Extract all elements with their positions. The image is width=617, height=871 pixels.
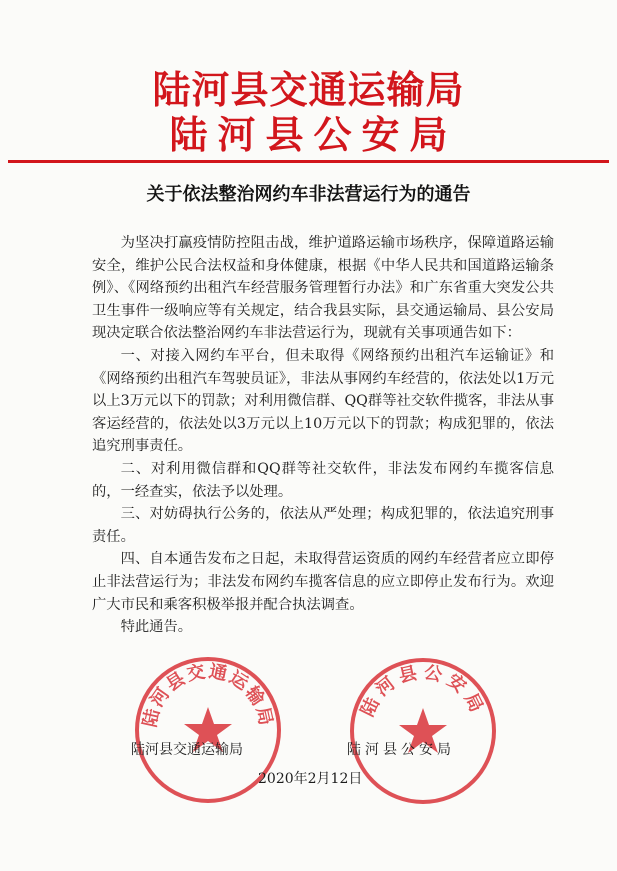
- signature-transport-bureau: 陆河县交通运输局: [131, 742, 243, 758]
- notice-body: [92, 232, 554, 639]
- signature-police-bureau: 陆河县公安局: [347, 742, 455, 758]
- clause-1: 一、对接入网约车平台，但未取得《网络预约出租汽车运输证》和《网络预约出租汽车驾驶员证》，非法从事网约车经营的，依法处以1万元以上3万元以下的罚款；对利用微信群、QQ群等社交软件揽客，非法从事客运经营的，依法处以3万元以上10万元以下的罚款；构成犯罪的，依法追究刑事责任。: [92, 347, 554, 455]
- notice-title: 关于依法整治网约车非法营运行为的通告: [146, 184, 471, 205]
- clause-4: 四、自本通告发布之日起，未取得营运资质的网约车经营者应立即停止非法营运行为；非法发布网约车揽客信息的应立即停止发布行为。欢迎广大市民和乘客积极举报并配合执法调查。: [92, 551, 554, 613]
- issue-date: 2020年2月12日: [258, 771, 363, 787]
- closing-line: 特此通告。: [120, 619, 193, 636]
- svg-text:陆河县公安局: 陆河县公安局: [356, 661, 490, 720]
- intro-paragraph: 为坚决打赢疫情防控阻击战，维护道路运输市场秩序，保障道路运输安全，维护公民合法权益和身体健康，根据《中华人民共和国道路运输条例》、《网络预约出租汽车经营服务管理暂行办法》和广东省重大突发公共卫生事件一级响应等有关规定，结合我县实际，县交通运输局、县公安局现决定联合依法整治网约车非法营运行为，现就有关事项通告如下：: [92, 235, 554, 342]
- issuer-header-police: 陆河县公安局: [169, 112, 458, 157]
- police-bureau-seal: [348, 656, 498, 806]
- clause-3: 三、对妨碍执行公务的，依法从严处理；构成犯罪的，依法追究刑事责任。: [92, 506, 554, 545]
- clause-2: 二、对利用微信群和QQ群等社交软件，非法发布网约车揽客信息的，一经查实，依法予以处理。: [92, 460, 554, 500]
- svg-text:陆河县交通运输局: 陆河县交通运输局: [139, 660, 277, 730]
- red-divider: [8, 160, 609, 163]
- issuer-header-transport: 陆河县交通运输局: [152, 67, 465, 112]
